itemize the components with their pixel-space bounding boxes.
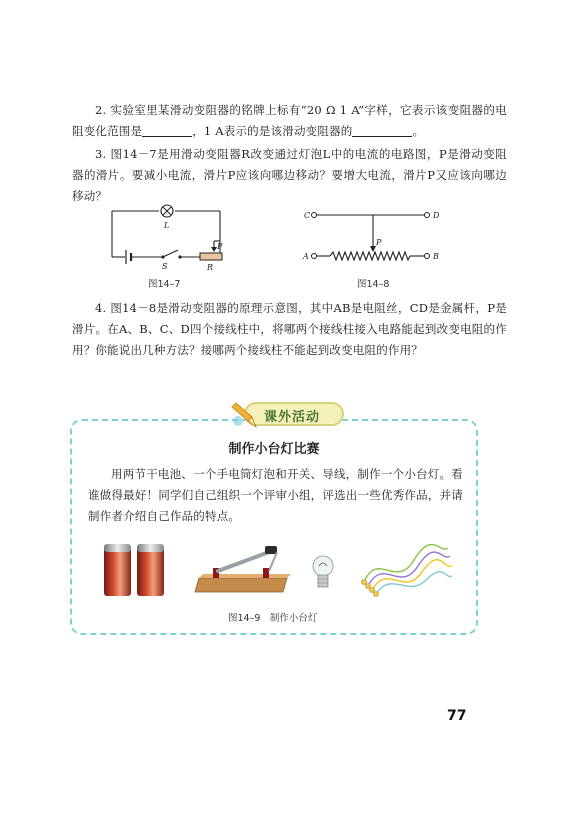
answer-blank-2[interactable] [352, 123, 412, 137]
lamp-icon [161, 205, 173, 217]
switch-icon [161, 250, 181, 259]
question-3: 3. 图14－7是用滑动变阻器R改变通过灯泡L中的电流的电路图，P是滑动变阻器的滑片。要减小电流，滑片P应该向哪边移动？要增大电流，滑片P又应该向哪边移动？ [72, 147, 507, 203]
figure-caption-14-9: 图14–9 制作小台灯 [228, 613, 318, 624]
label-S: S [162, 262, 168, 271]
rheostat-diagram-14-8 [300, 205, 450, 267]
bulb-icon [308, 552, 338, 596]
label-P: P [217, 242, 223, 251]
question-4: 4. 图14－8是滑动变阻器的原理示意图，其中AB是电阻丝，CD是金属杆，P是滑片。在A、B、C、D四个接线柱中，将哪两个接线柱接入电路能起到改变电阻的作用？你能说出几种方法？接哪两个接线柱不能起到改变电阻的作用？ [72, 301, 507, 357]
circuit-diagram-14-7 [100, 198, 230, 273]
label-A: A [303, 252, 309, 261]
label-R: R [207, 263, 214, 272]
label-L: L [164, 221, 170, 230]
activity-tag-label: 课外活动 [264, 410, 321, 425]
activity-tag [228, 399, 346, 429]
label-P: P [376, 238, 382, 247]
label-B: B [433, 252, 439, 261]
battery-icon [126, 250, 131, 264]
answer-blank-1[interactable] [142, 123, 192, 137]
activity-body: 用两节干电池、一个手电筒灯泡和开关、导线，制作一个小台灯。看谁做得最好！同学们自己组织一个评审小组，评选出一些优秀作品，并请制作者介绍自己作品的特点。 [88, 467, 463, 523]
batteries-icon [100, 538, 170, 600]
activity-title: 制作小台灯比赛 [228, 442, 320, 457]
label-D: D [433, 211, 440, 220]
question-2 [72, 100, 507, 142]
wires-icon [356, 540, 456, 600]
page-number: 77 [447, 708, 467, 724]
figure-caption-14-7: 图14–7 [148, 279, 181, 290]
question-2-text-c: 。 [412, 124, 425, 138]
pencil-icon [228, 399, 260, 431]
question-2-text-a: 2. 实验室里某滑动变阻器的铭牌上标有“20 Ω 1 A”字样，它表示该变阻器的电阻变化范围是 [72, 103, 507, 138]
label-C: C [304, 211, 311, 220]
question-2-text-b: ，1 A表示的是该滑动变阻器的 [192, 124, 353, 138]
figure-caption-14-8: 图14–8 [357, 279, 390, 290]
knife-switch-icon [193, 538, 293, 600]
